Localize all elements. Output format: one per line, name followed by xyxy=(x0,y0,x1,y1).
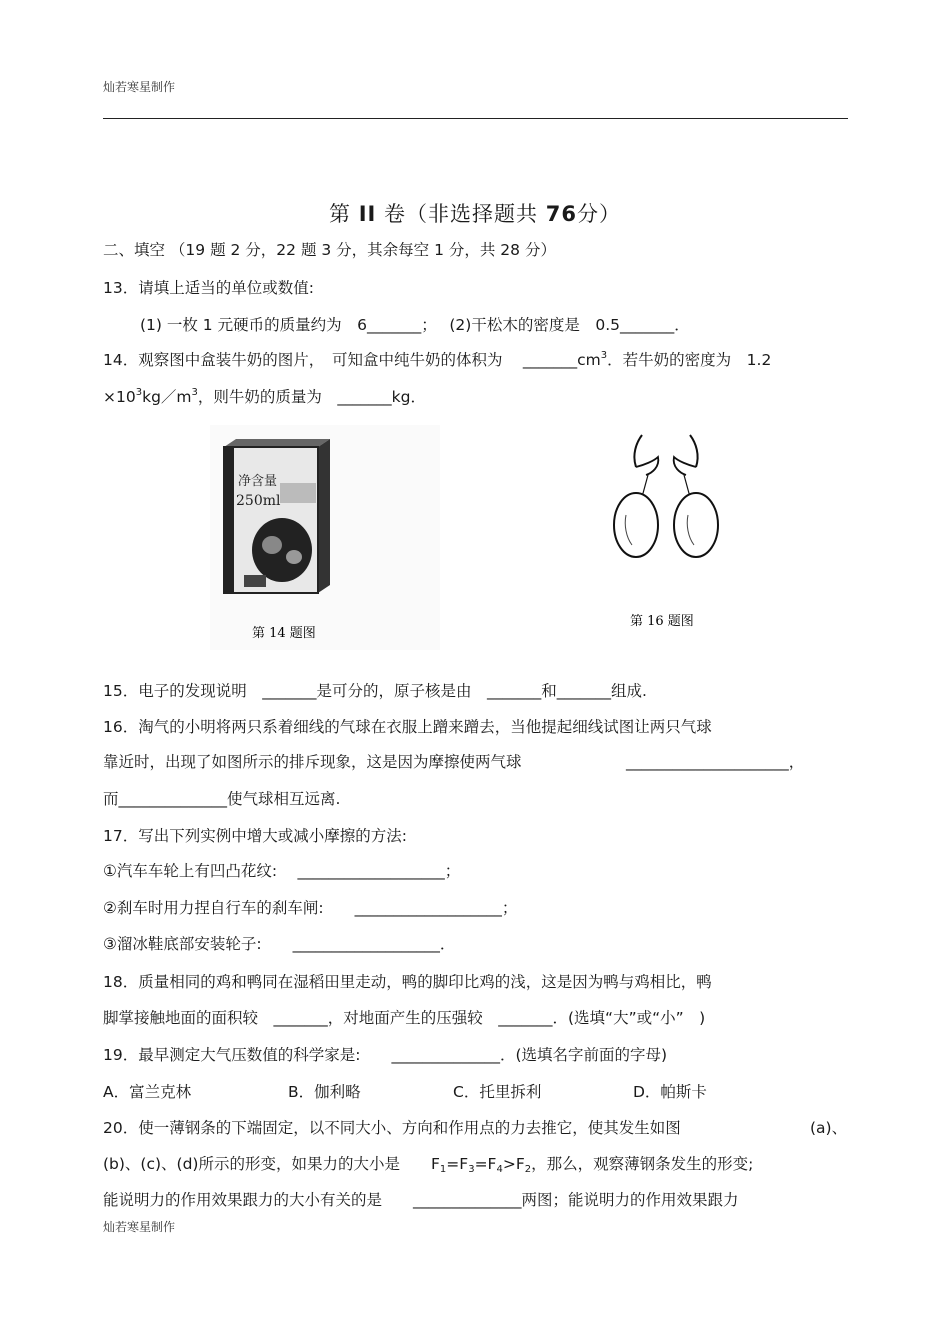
option-c: C．托里拆利 xyxy=(453,1083,542,1101)
question-14-line1: 14．观察图中盒装牛奶的图片， 可知盒中纯牛奶的体积为 $\_\_\_\_\_\_\_cm^3$．若牛奶的密度为 1.2 xyxy=(103,350,772,369)
carton-label-1: 净含量 xyxy=(238,474,278,489)
option-b: B．伽利略 xyxy=(288,1083,361,1101)
figure-14 xyxy=(210,425,440,650)
question-16-line2: 靠近时，出现了如图所示的排斥现象，这是因为摩擦使两气球 _____________________， xyxy=(103,753,805,771)
carton-label-2: 250ml xyxy=(236,493,281,509)
option-a: A．富兰克林 xyxy=(103,1083,192,1101)
question-20-line2: (b)、(c)、(d)所示的形变，如果力的大小是 $F_1=F_3=F_4>F_2$，那么，观察薄钢条发生的形变; xyxy=(103,1155,754,1175)
question-14-line2: $\times 10^3kg/m^3$，则牛奶的质量为 _______kg． xyxy=(103,387,426,406)
question-17-item2: ②刹车时用力捏自行车的刹车闸: ___________________； xyxy=(103,899,518,917)
figure-14-caption: 第 14 题图 xyxy=(252,626,316,641)
left-balloon xyxy=(614,493,658,557)
question-16-line1: 16．淘气的小明将两只系着细线的气球在衣服上蹭来蹭去，当他提起细线试图让两只气球 xyxy=(103,718,712,736)
right-balloon xyxy=(674,493,718,557)
right-hand-icon xyxy=(690,435,698,467)
question-15: 15．电子的发现说明 _______是可分的，原子核是由 _______和_______组成. xyxy=(103,682,647,700)
carton-graphic xyxy=(252,518,312,582)
figure-16-caption: 第 16 题图 xyxy=(630,614,694,629)
carton-side xyxy=(318,439,330,593)
question-19: 19．最早测定大气压数值的科学家是: ______________．(选填名字前面的字母) xyxy=(103,1046,668,1064)
question-18-line2: 脚掌接触地面的面积较 _______，对地面产生的压强较 _______．(选填“大”或“小” ) xyxy=(103,1009,706,1027)
left-hand-icon xyxy=(634,435,642,467)
milk-carton-image xyxy=(210,425,440,650)
fill-in-heading: 二、填空 （19 题 2 分，22 题 3 分，其余每空 1 分，共 28 分） xyxy=(103,241,556,259)
page-header: 灿若寒星制作 xyxy=(103,80,176,94)
question-18-line1: 18．质量相同的鸡和鸭同在湿稻田里走动，鸭的脚印比鸡的浅，这是因为鸭与鸡相比，鸭 xyxy=(103,973,712,991)
carton-top xyxy=(224,439,330,447)
question-13-items: (1) 一枚 1 元硬币的质量约为 6_______； (2)干松木的密度是 0.5_______． xyxy=(140,316,690,334)
question-17: 17．写出下列实例中增大或减小摩擦的方法: xyxy=(103,827,407,845)
question-19-options xyxy=(103,1081,707,1103)
question-20-line3: 能说明力的作用效果跟力的大小有关的是 ______________两图；能说明力的作用效果跟力 xyxy=(103,1191,739,1209)
page-footer: 灿若寒星制作 xyxy=(103,1220,176,1234)
figure-16 xyxy=(598,425,738,645)
question-16-line3: 而______________使气球相互远离. xyxy=(103,790,341,808)
question-17-item3: ③溜冰鞋底部安装轮子: ___________________． xyxy=(103,935,456,953)
section-title: 第 II 卷（非选择题共 76分） xyxy=(329,202,621,226)
question-17-item1: ①汽车车轮上有凹凸花纹: ___________________； xyxy=(103,862,461,880)
question-20-line1: 20．使一薄钢条的下端固定，以不同大小、方向和作用点的力去推它，使其发生如图 (a)、 xyxy=(103,1119,848,1137)
option-d: D．帕斯卡 xyxy=(633,1083,707,1101)
header-divider xyxy=(103,118,848,119)
question-13: 13．请填上适当的单位或数值: xyxy=(103,279,314,297)
balloons-image xyxy=(598,425,738,645)
